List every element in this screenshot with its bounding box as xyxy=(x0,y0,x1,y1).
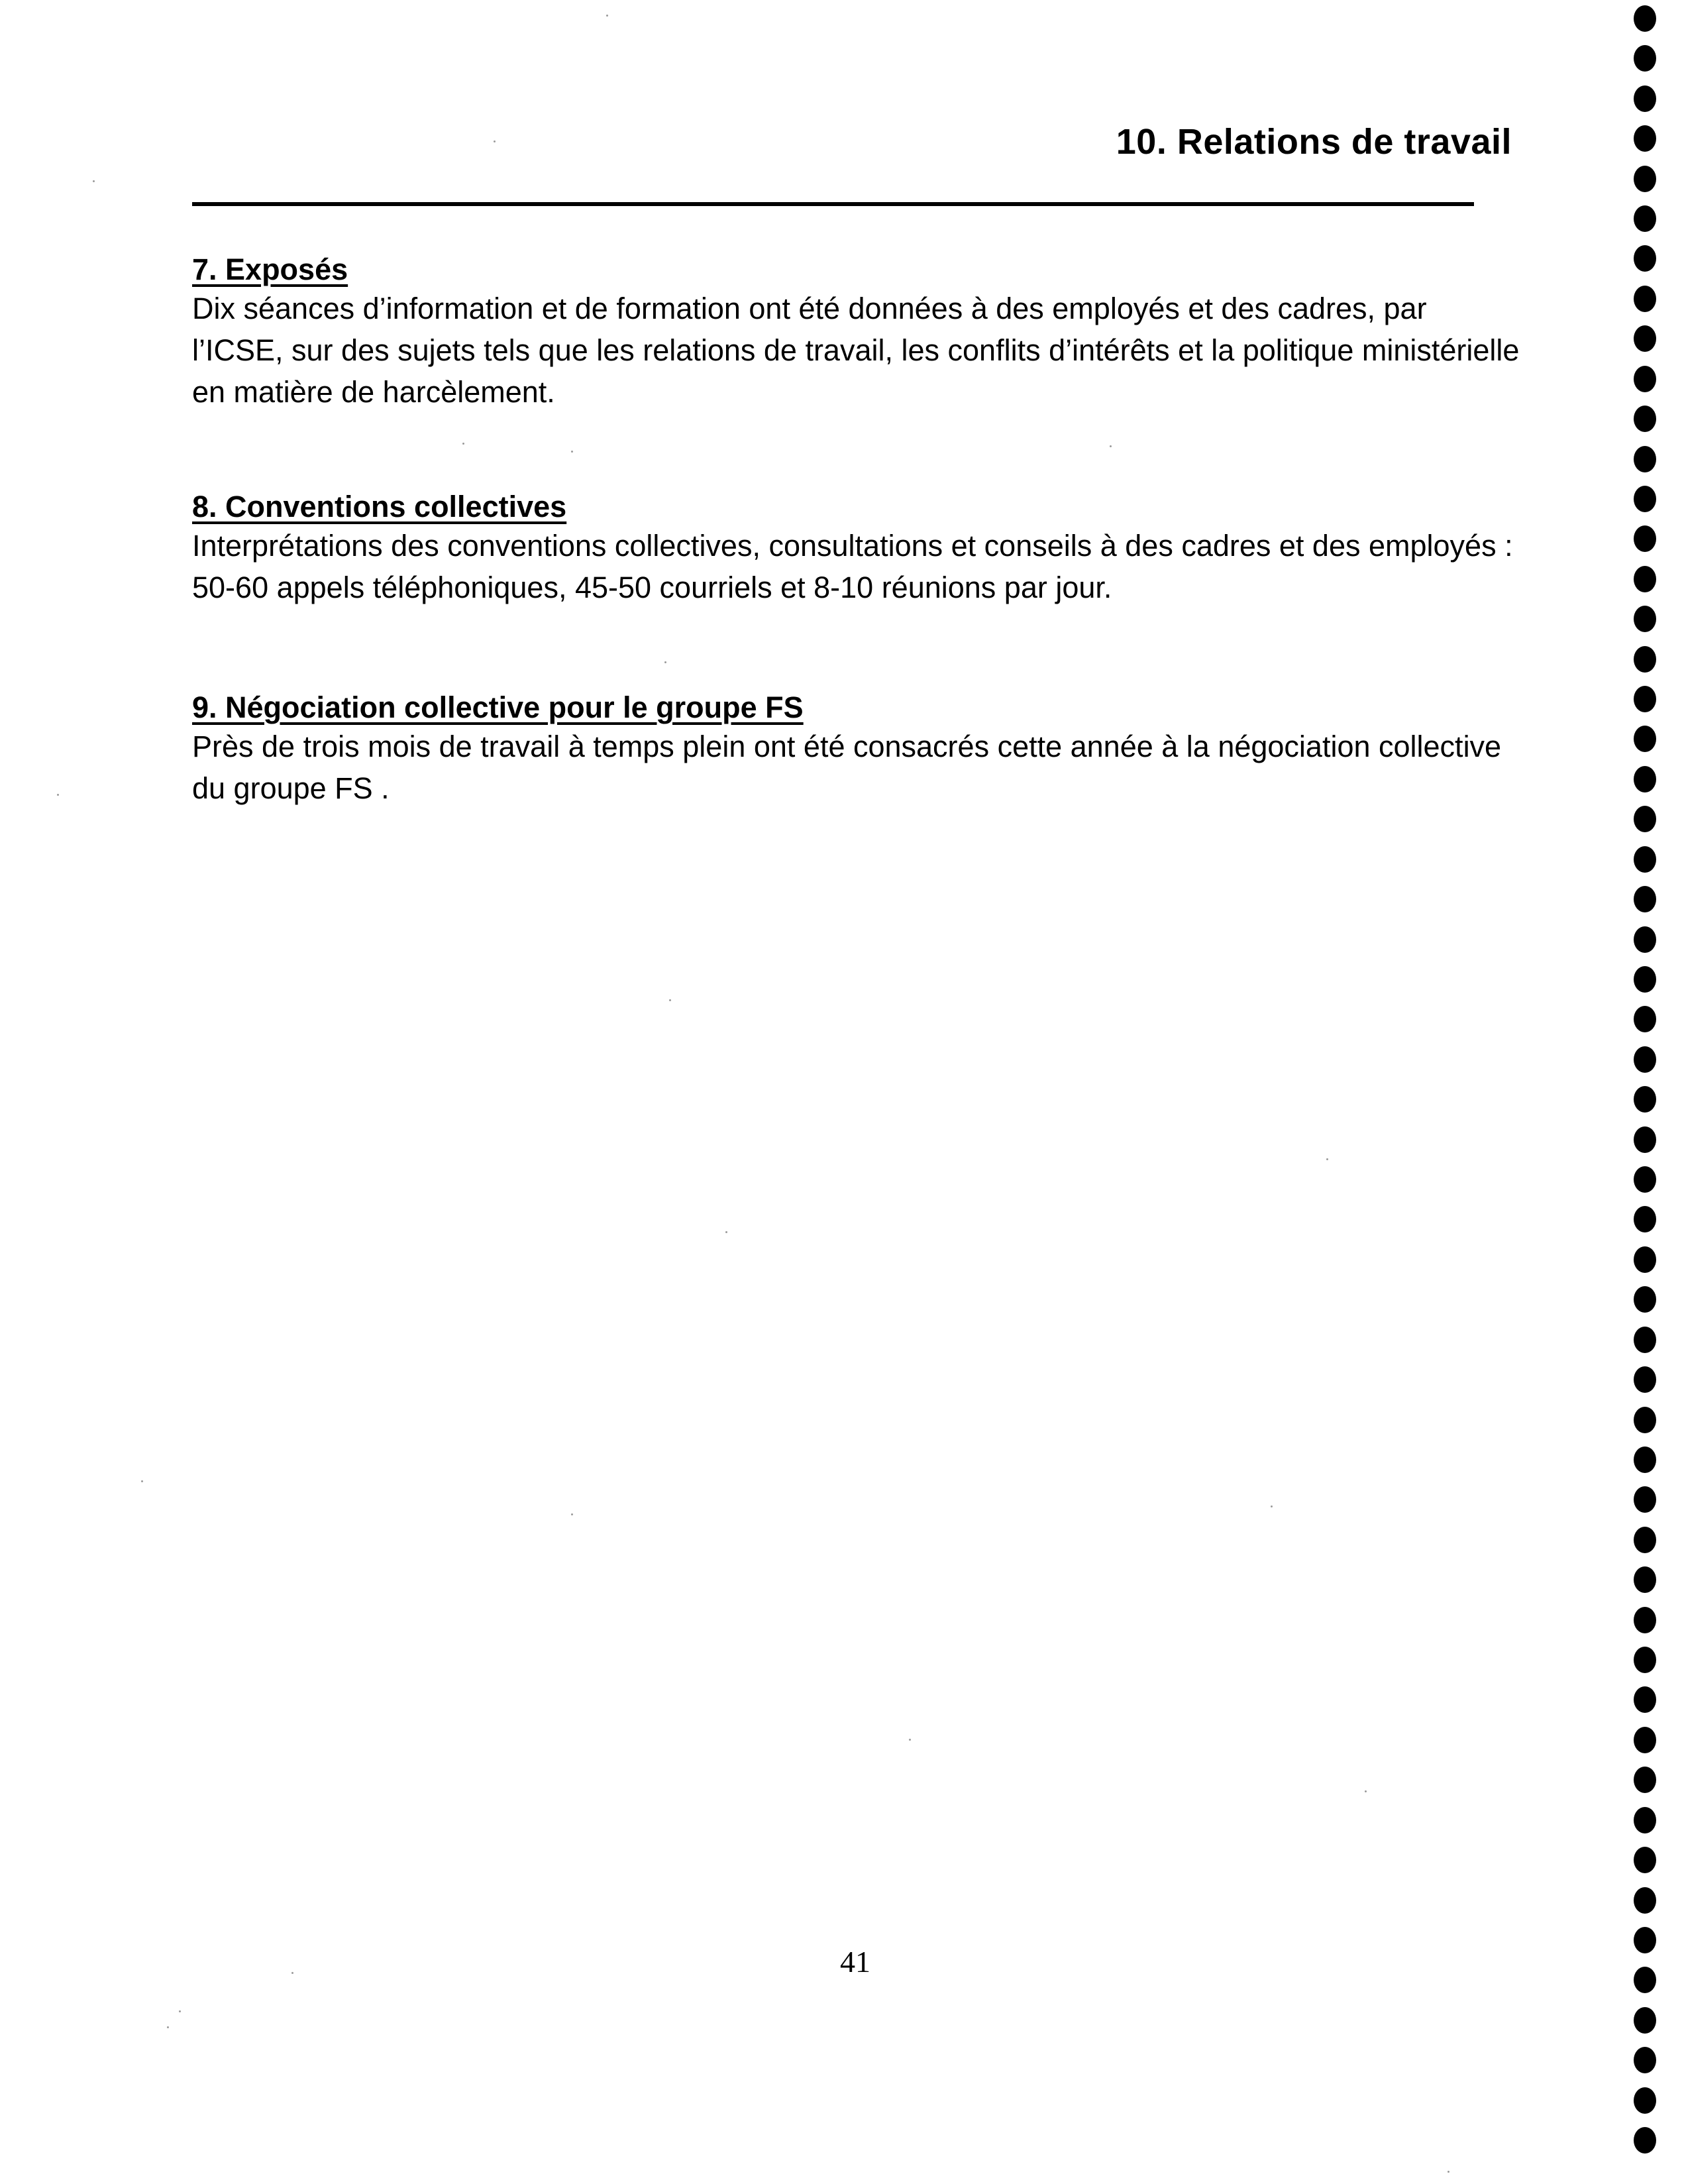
binding-hole-icon xyxy=(1634,366,1656,392)
scan-speck xyxy=(664,661,666,663)
binding-hole-icon xyxy=(1634,1486,1656,1513)
binding-hole-icon xyxy=(1634,766,1656,792)
scan-speck xyxy=(167,2026,169,2028)
binding-hole-icon xyxy=(1634,846,1656,873)
binding-hole-icon xyxy=(1634,1327,1656,1353)
binding-hole-icon xyxy=(1634,1166,1656,1193)
binding-hole-icon xyxy=(1634,45,1656,72)
binding-hole-icon xyxy=(1634,1086,1656,1113)
binding-hole-icon xyxy=(1634,1767,1656,1793)
binding-hole-icon xyxy=(1634,886,1656,912)
binding-hole-icon xyxy=(1634,2087,1656,2114)
scan-speck xyxy=(606,15,608,17)
binding-holes xyxy=(1634,0,1660,2184)
binding-hole-icon xyxy=(1634,646,1656,673)
binding-hole-icon xyxy=(1634,1727,1656,1753)
binding-hole-icon xyxy=(1634,125,1656,152)
binding-hole-icon xyxy=(1634,286,1656,312)
binding-hole-icon xyxy=(1634,1527,1656,1553)
binding-hole-icon xyxy=(1634,1807,1656,1833)
binding-hole-icon xyxy=(1634,245,1656,272)
binding-hole-icon xyxy=(1634,1566,1656,1593)
binding-hole-icon xyxy=(1634,566,1656,592)
binding-hole-icon xyxy=(1634,1366,1656,1393)
section-negociation-collective xyxy=(192,690,1524,809)
binding-hole-icon xyxy=(1634,525,1656,552)
binding-hole-icon xyxy=(1634,85,1656,112)
binding-hole-icon xyxy=(1634,486,1656,512)
binding-hole-icon xyxy=(1634,1967,1656,1993)
scan-speck xyxy=(462,443,464,445)
binding-hole-icon xyxy=(1634,806,1656,832)
binding-hole-icon xyxy=(1634,926,1656,953)
section-heading: 8. Conventions collectives xyxy=(192,490,567,523)
binding-hole-icon xyxy=(1634,1006,1656,1032)
binding-hole-icon xyxy=(1634,1647,1656,1673)
section-body: Près de trois mois de travail à temps plein ont été consacrés cette année à la négociation collective du groupe FS . xyxy=(192,730,1502,805)
binding-hole-icon xyxy=(1634,446,1656,472)
scan-speck xyxy=(57,794,59,796)
scan-speck xyxy=(93,180,95,182)
section-exposes xyxy=(192,252,1524,413)
binding-hole-icon xyxy=(1634,1046,1656,1073)
chapter-title: 10. Relations de travail xyxy=(1116,122,1512,162)
scan-speck xyxy=(1365,1790,1367,1792)
header-divider xyxy=(192,202,1474,206)
scan-speck xyxy=(291,1972,293,1974)
binding-hole-icon xyxy=(1634,606,1656,632)
scan-speck xyxy=(141,1480,143,1482)
binding-hole-icon xyxy=(1634,205,1656,232)
binding-hole-icon xyxy=(1634,966,1656,993)
section-conventions-collectives xyxy=(192,489,1524,608)
section-heading: 9. Négociation collective pour le groupe FS xyxy=(192,690,804,724)
scan-speck xyxy=(1271,1505,1273,1507)
binding-hole-icon xyxy=(1634,1927,1656,1953)
binding-hole-icon xyxy=(1634,1407,1656,1433)
binding-hole-icon xyxy=(1634,686,1656,712)
binding-hole-icon xyxy=(1634,726,1656,752)
scan-speck xyxy=(909,1739,911,1741)
binding-hole-icon xyxy=(1634,1286,1656,1313)
binding-hole-icon xyxy=(1634,166,1656,192)
binding-hole-icon xyxy=(1634,1847,1656,1873)
binding-hole-icon xyxy=(1634,1126,1656,1153)
scan-speck xyxy=(669,999,671,1001)
binding-hole-icon xyxy=(1634,1246,1656,1273)
binding-hole-icon xyxy=(1634,1607,1656,1633)
scan-speck xyxy=(725,1231,727,1233)
section-body: Dix séances d’information et de formation ont été données à des employés et des cadres, par l’ICSE, sur des sujets tels que les relations de travail, les conflits d’intérêts et la politique ministérielle en matière de harcèlement. xyxy=(192,292,1520,409)
scan-speck xyxy=(571,1513,573,1515)
scan-speck xyxy=(494,140,496,142)
section-heading: 7. Exposés xyxy=(192,252,348,286)
scan-speck xyxy=(571,451,573,453)
binding-hole-icon xyxy=(1634,325,1656,352)
scan-speck xyxy=(179,2010,181,2012)
binding-hole-icon xyxy=(1634,1206,1656,1232)
binding-hole-icon xyxy=(1634,1447,1656,1473)
section-body: Interprétations des conventions collectives, consultations et conseils à des cadres et des employés : 50-60 appels téléphoniques, 45-50 courriels et 8-10 réunions par jour. xyxy=(192,529,1513,604)
binding-hole-icon xyxy=(1634,2127,1656,2154)
page-number: 41 xyxy=(840,1945,870,1979)
binding-hole-icon xyxy=(1634,2047,1656,2073)
scan-speck xyxy=(1326,1158,1328,1160)
scan-speck xyxy=(1447,2171,1449,2173)
binding-hole-icon xyxy=(1634,1887,1656,1914)
binding-hole-icon xyxy=(1634,5,1656,32)
binding-hole-icon xyxy=(1634,1686,1656,1713)
binding-hole-icon xyxy=(1634,406,1656,432)
scan-speck xyxy=(1110,445,1112,447)
binding-hole-icon xyxy=(1634,2007,1656,2034)
